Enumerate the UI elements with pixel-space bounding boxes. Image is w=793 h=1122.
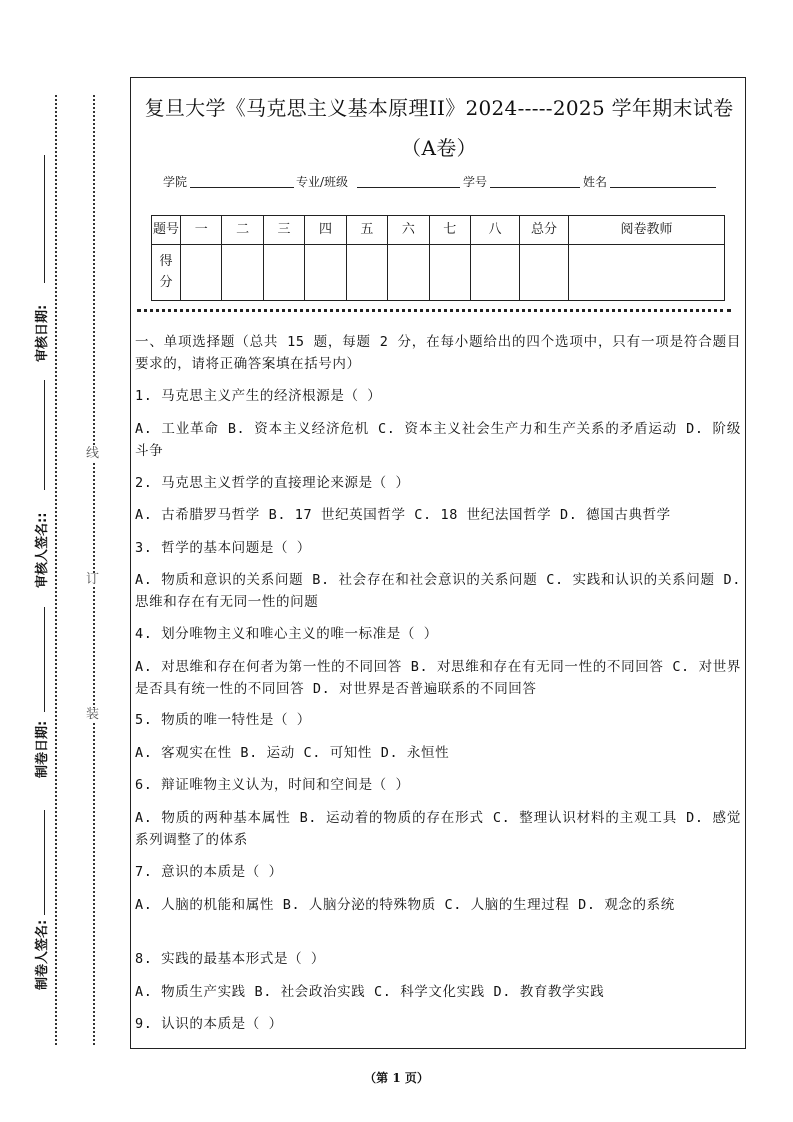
question-stem: 7. 意识的本质是（ ） — [135, 864, 283, 880]
seal-dotted-line-outer — [55, 95, 57, 1045]
binding-char-bind: 装 — [86, 707, 100, 722]
question-options: A. 对思维和存在何者为第一性的不同回答 B. 对思维和存在有无同一性的不同回答 C. 对世界是否具有统一性的不同回答 D. 对世界是否普遍联系的不同回答 — [135, 659, 741, 697]
score-cell[interactable] — [471, 244, 520, 300]
dotted-separator — [137, 309, 731, 312]
name-field[interactable] — [610, 187, 716, 188]
page-number: （第 1 页） — [364, 1071, 429, 1085]
question-stem: 4. 划分唯物主义和唯心主义的唯一标准是（ ） — [135, 626, 438, 642]
score-row — [152, 244, 725, 300]
binding-char-staple: 订 — [86, 572, 100, 587]
question-stem: 2. 马克思主义哲学的直接理论来源是（ ） — [135, 475, 410, 491]
question-options: A. 客观实在性 B. 运动 C. 可知性 D. 永恒性 — [135, 745, 450, 761]
binding-char-line: 线 — [86, 446, 100, 461]
question-stem: 5. 物质的唯一特性是（ ） — [135, 712, 311, 728]
row-header: 得分 — [152, 244, 181, 300]
exam-title: 复旦大学《马克思主义基本原理II》2024-----2025 学年期末试卷（A卷） — [144, 96, 734, 160]
name-label: 姓名 — [583, 175, 608, 189]
question-options: A. 人脑的机能和属性 B. 人脑分泌的特殊物质 C. 人脑的生理过程 D. 观念的系统 — [135, 897, 675, 913]
score-cell[interactable] — [222, 244, 263, 300]
question-stem: 9. 认识的本质是（ ） — [135, 1016, 283, 1032]
college-field[interactable] — [190, 187, 294, 188]
question-stem: 3. 哲学的基本问题是（ ） — [135, 540, 311, 556]
paper-author-signature-label: 制卷人签名: — [35, 919, 50, 990]
question-stem: 1. 马克思主义产生的经济根源是（ ） — [135, 388, 382, 404]
paper-date-underline — [44, 607, 45, 712]
score-cell[interactable] — [181, 244, 222, 300]
college-label: 学院 — [163, 175, 188, 189]
question-number-row — [152, 216, 725, 245]
score-cell[interactable] — [346, 244, 387, 300]
question-stem: 8. 实践的最基本形式是（ ） — [135, 951, 326, 967]
col-2: 二 — [222, 216, 263, 245]
review-date-underline — [44, 155, 45, 283]
col-8: 八 — [471, 216, 520, 245]
question-options: A. 物质和意识的关系问题 B. 社会存在和社会意识的关系问题 C. 实践和认识的关系问题 D. 思维和存在有无同一性的问题 — [135, 572, 741, 610]
seal-dotted-line-inner — [93, 95, 95, 1045]
question-stem: 6. 辩证唯物主义认为，时间和空间是（ ） — [135, 777, 410, 793]
reviewer-signature-underline — [44, 380, 45, 490]
score-cell[interactable] — [569, 244, 725, 300]
col-grader: 阅卷教师 — [569, 216, 725, 245]
col-7: 七 — [429, 216, 470, 245]
score-cell[interactable] — [520, 244, 569, 300]
col-4: 四 — [305, 216, 346, 245]
col-5: 五 — [346, 216, 387, 245]
student-id-label: 学号 — [463, 175, 488, 189]
score-cell[interactable] — [263, 244, 304, 300]
section-heading: 一、单项选择题（总共 15 题，每题 2 分，在每小题给出的四个选项中，只有一项是符合题目要求的，请将正确答案填在括号内） — [135, 334, 741, 372]
row-header: 题号 — [152, 216, 181, 245]
question-options: A. 物质的两种基本属性 B. 运动着的物质的存在形式 C. 整理认识材料的主观工具 D. 感觉系列调整了的体系 — [135, 810, 741, 848]
score-cell[interactable] — [305, 244, 346, 300]
reviewer-signature-label: 审核人签名:: — [35, 512, 50, 588]
col-3: 三 — [263, 216, 304, 245]
col-1: 一 — [181, 216, 222, 245]
major-class-field[interactable] — [357, 187, 460, 188]
question-options: A. 工业革命 B. 资本主义经济危机 C. 资本主义社会生产力和生产关系的矛盾运动 D. 阶级斗争 — [135, 421, 741, 459]
question-options: A. 古希腊罗马哲学 B. 17 世纪英国哲学 C. 18 世纪法国哲学 D. 德国古典哲学 — [135, 507, 671, 523]
review-date-label: 审核日期: — [35, 304, 50, 362]
major-class-label: 专业/班级 — [296, 175, 349, 189]
score-table — [151, 215, 725, 301]
col-6: 六 — [388, 216, 429, 245]
student-id-field[interactable] — [490, 187, 580, 188]
score-cell[interactable] — [388, 244, 429, 300]
question-options: A. 物质生产实践 B. 社会政治实践 C. 科学文化实践 D. 教育教学实践 — [135, 984, 605, 1000]
paper-author-signature-underline — [44, 810, 45, 915]
col-total: 总分 — [520, 216, 569, 245]
score-cell[interactable] — [429, 244, 470, 300]
paper-date-label: 制卷日期: — [35, 720, 50, 778]
